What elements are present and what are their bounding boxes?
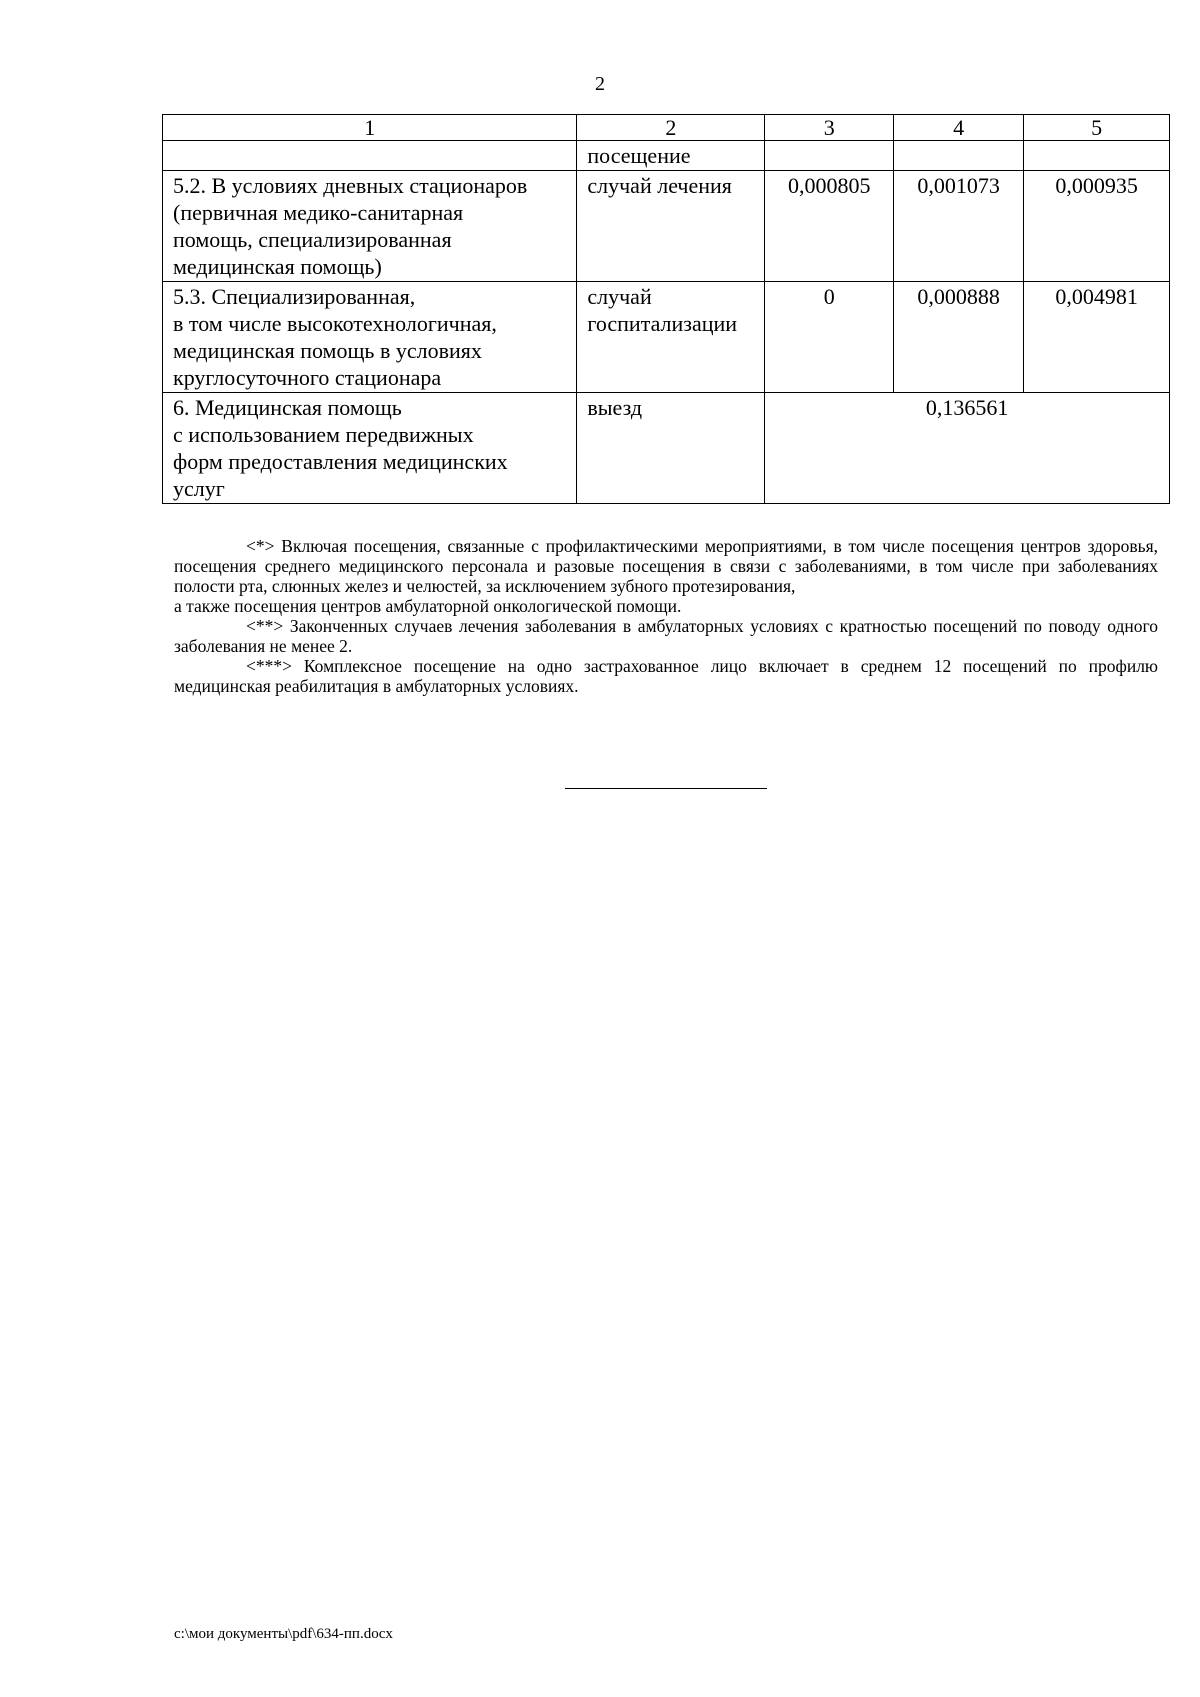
table-row bbox=[163, 393, 1170, 504]
table-row bbox=[163, 171, 1170, 282]
page-number: 2 bbox=[595, 73, 605, 95]
table-header-row bbox=[163, 115, 1170, 141]
merged-value-cell: 0,136561 bbox=[765, 393, 1170, 504]
unit-cell: случай госпитализации bbox=[577, 282, 765, 393]
footnote-3: <***> Комплексное посещение на одно застрахованное лицо включает в среднем 12 посещений по профилю медицинская реабилитация в амбулаторных условиях. bbox=[174, 656, 1158, 696]
header-cell: 5 bbox=[1024, 115, 1170, 141]
unit-cell: случай лечения bbox=[577, 171, 765, 282]
footnote-2: <**> Законченных случаев лечения заболевания в амбулаторных условиях с кратностью посещений по поводу одного заболевания не менее 2. bbox=[174, 616, 1158, 656]
value-cell: 0,001073 bbox=[894, 171, 1024, 282]
row-label-cell: 5.2. В условиях дневных стационаров (первичная медико-санитарная помощь, специализированная медицинская помощь) bbox=[163, 171, 577, 282]
footnote-1: <*> Включая посещения, связанные с профилактическими мероприятиями, в том числе посещения центров здоровья, посещения среднего медицинского персонала и разовые посещения в связи с заболеваниями, в том числе при заболеваниях полости рта, слюнных желез и челюстей, за исключением зубного протезирования, bbox=[174, 536, 1158, 596]
value-cell bbox=[765, 141, 894, 171]
row-label-cell bbox=[163, 141, 577, 171]
separator-line bbox=[565, 788, 767, 789]
unit-cell: посещение bbox=[577, 141, 765, 171]
footnote-1-continuation: а также посещения центров амбулаторной онкологической помощи. bbox=[174, 596, 682, 616]
row-label-cell: 6. Медицинская помощь с использованием передвижных форм предоставления медицинских услуг bbox=[163, 393, 577, 504]
value-cell: 0,000805 bbox=[765, 171, 894, 282]
header-cell: 4 bbox=[894, 115, 1024, 141]
value-cell: 0,000888 bbox=[894, 282, 1024, 393]
value-cell bbox=[894, 141, 1024, 171]
table-row bbox=[163, 141, 1170, 171]
footnotes bbox=[174, 536, 1158, 696]
value-cell: 0,004981 bbox=[1024, 282, 1170, 393]
header-cell: 3 bbox=[765, 115, 894, 141]
value-cell: 0 bbox=[765, 282, 894, 393]
row-label-cell: 5.3. Специализированная, в том числе высокотехнологичная, медицинская помощь в условиях круглосуточного стационара bbox=[163, 282, 577, 393]
table-row bbox=[163, 282, 1170, 393]
value-cell: 0,000935 bbox=[1024, 171, 1170, 282]
header-cell: 2 bbox=[577, 115, 765, 141]
norms-table bbox=[162, 114, 1170, 504]
file-path-footer: c:\мои документы\pdf\634-пп.docx bbox=[174, 1626, 393, 1642]
header-cell: 1 bbox=[163, 115, 577, 141]
unit-cell: выезд bbox=[577, 393, 765, 504]
value-cell bbox=[1024, 141, 1170, 171]
